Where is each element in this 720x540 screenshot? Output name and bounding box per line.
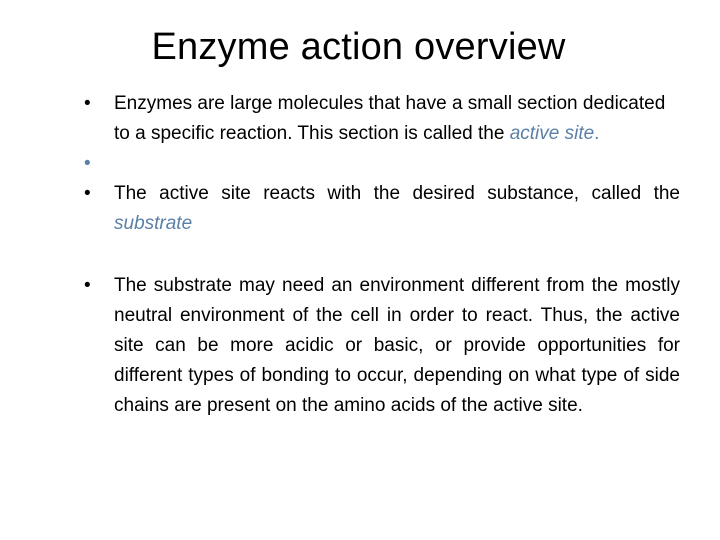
spacer xyxy=(84,239,680,271)
bullet-text xyxy=(114,271,680,421)
slide-title: Enzyme action overview xyxy=(151,26,566,68)
bullet-text-main: The active site reacts with the desired substance, called the xyxy=(114,183,680,204)
bullet-marker: • xyxy=(84,275,91,296)
bullet-text xyxy=(114,89,680,149)
bullet-marker: • xyxy=(84,93,91,114)
bullet-item-1 xyxy=(84,89,680,149)
slide-body xyxy=(84,89,680,421)
bullet-item-3 xyxy=(84,179,680,239)
bullet-text-main: The substrate may need an environment different from the mostly neutral environment of the cell in order to react. Thus, the active site can be more acidic or basic, or provide opportunities for different types of bonding to occur, depending on what type of side chains are present on the amino acids of the active site xyxy=(114,275,680,416)
term-active-site: active site xyxy=(509,123,595,144)
bullet-text-main: Enzymes are large molecules that have a small section dedicated to a specific reaction. This section is called the xyxy=(114,93,666,144)
bullet-marker: • xyxy=(84,183,91,204)
bullet-marker: • xyxy=(84,153,91,174)
bullet-text xyxy=(114,179,680,239)
bullet-text-end: . xyxy=(577,395,583,416)
bullet-item-4 xyxy=(84,271,680,421)
term-substrate: substrate xyxy=(114,213,193,234)
bullet-item-2-empty xyxy=(84,149,680,179)
bullet-text-end: . xyxy=(594,123,600,144)
